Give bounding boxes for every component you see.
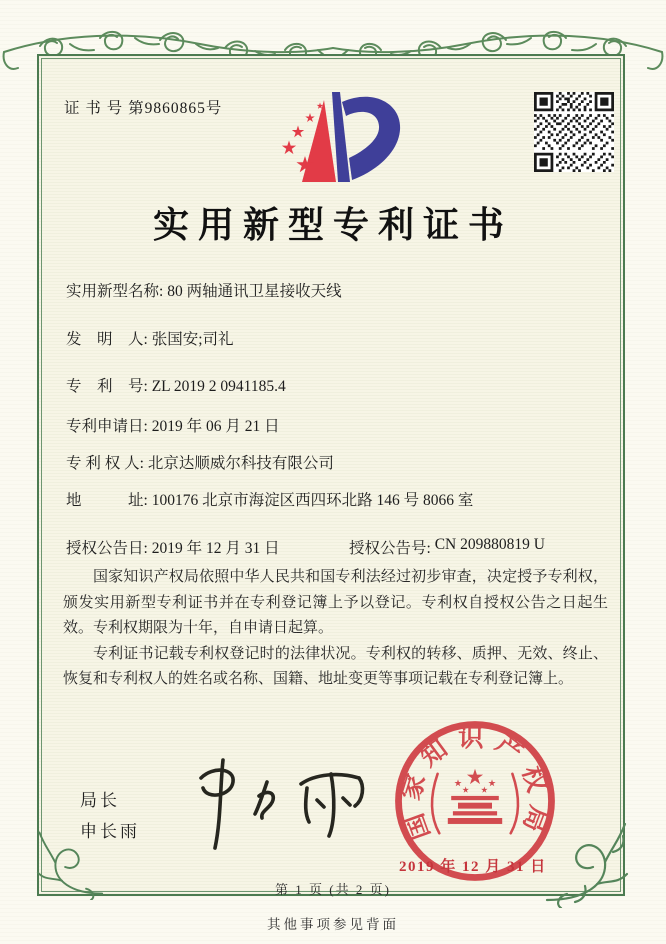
- field-row-patent-no: [66, 377, 612, 397]
- field-label: 专 利 权 人:: [66, 455, 148, 472]
- national-emblem: [448, 769, 502, 824]
- field-label: 专 利 号:: [66, 378, 152, 395]
- cnipa-logo: [262, 86, 412, 190]
- field-label: 授权公告日:: [66, 540, 152, 557]
- seal-date: 2019 年 12 月 31 日: [399, 859, 547, 875]
- seal-org-text: 国家知识产权局: [395, 723, 555, 845]
- field-value: 北京达顺威尔科技有限公司: [147, 455, 334, 472]
- certificate-fields: [66, 282, 612, 558]
- field-label: 专利申请日:: [66, 418, 152, 435]
- legal-text: [63, 565, 608, 693]
- field-label: 授权公告号:: [349, 540, 435, 557]
- field-row-inventor: [66, 330, 612, 350]
- field-value: CN 209880819 U: [434, 536, 545, 553]
- field-row-filing-date: [66, 417, 612, 437]
- svg-text:国家知识产权局: [396, 723, 554, 844]
- legal-paragraph-2: 专利证书记载专利权登记时的法律状况。专利权的转移、质押、无效、终止、恢复和专利权人的姓名或名称、国籍、地址变更等事项记载在专利登记簿上。: [63, 645, 608, 687]
- field-value: 张国安;司礼: [151, 331, 234, 348]
- field-row-grant: [66, 536, 612, 558]
- director-title: 局长: [80, 791, 120, 810]
- back-note: 其他事项参见背面: [267, 917, 399, 932]
- certificate-title: 实用新型专利证书: [152, 205, 513, 245]
- director-name: 申长雨: [80, 822, 140, 841]
- field-row-patentee: [66, 454, 612, 474]
- field-value: 100176 北京市海淀区西四环北路 146 号 8066 室: [151, 492, 474, 509]
- director-block: [80, 785, 140, 847]
- grant-number: [349, 536, 545, 558]
- field-row-name: [66, 282, 612, 302]
- certificate-number: 证 书 号 第9860865号: [64, 100, 223, 117]
- director-signature: [163, 748, 373, 853]
- field-label: 发 明 人:: [66, 331, 152, 348]
- field-value: ZL 2019 2 0941185.4: [151, 378, 286, 395]
- grant-date: [66, 536, 349, 558]
- field-value: 80 两轴通讯卫星接收天线: [167, 283, 342, 300]
- legal-paragraph-1: 国家知识产权局依照中华人民共和国专利法经过初步审查，决定授予专利权，颁发实用新型专利证书并在专利登记簿上予以登记。专利权自授权公告之日起生效。专利权期限为十年，自申请日起算。: [63, 569, 608, 636]
- field-value: 2019 年 06 月 21 日: [151, 418, 280, 435]
- page-number: 第 1 页 (共 2 页): [275, 882, 391, 897]
- qr-code: [534, 92, 614, 172]
- field-value: 2019 年 12 月 31 日: [151, 540, 280, 557]
- field-row-address: [66, 491, 612, 511]
- field-label: 地 址:: [66, 492, 152, 509]
- field-label: 实用新型名称:: [66, 283, 168, 300]
